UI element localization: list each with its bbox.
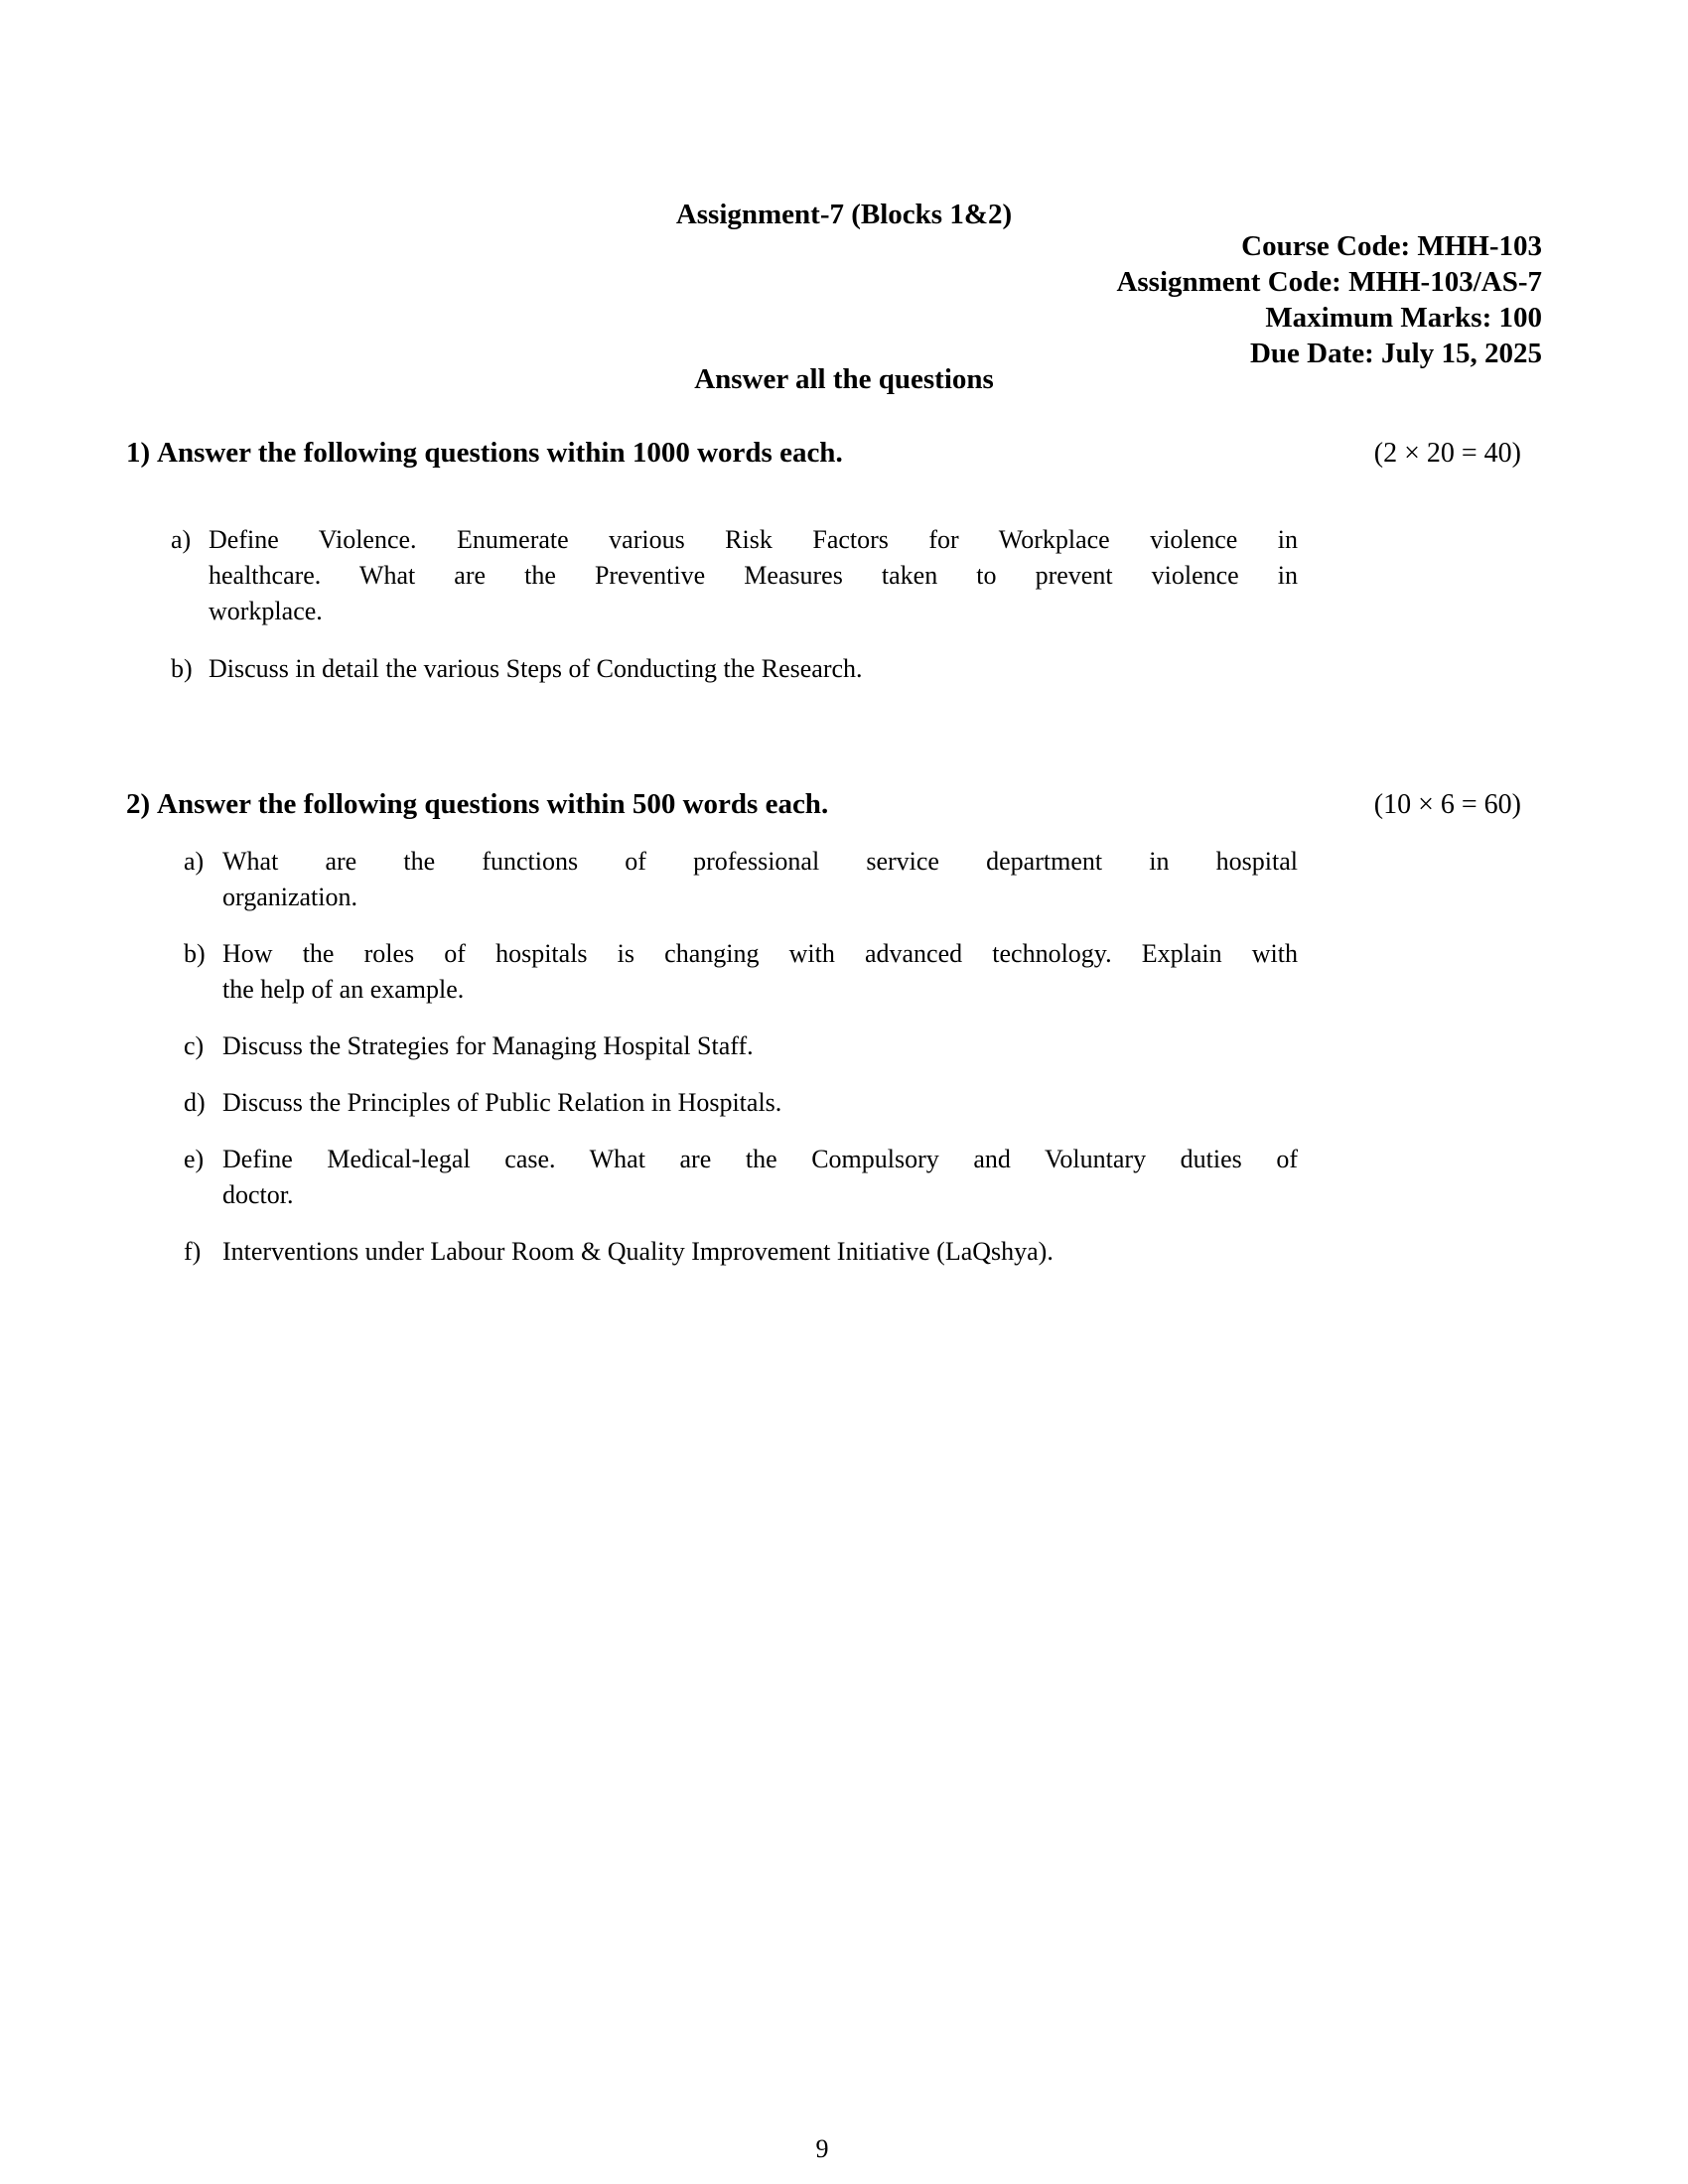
item-text-line: What are the functions of professional service department in hospital — [222, 847, 1298, 876]
item-text-line: doctor. — [222, 1180, 294, 1209]
item-text-line: Discuss in detail the various Steps of Conducting the Research. — [209, 654, 863, 683]
item-text-line: Define Violence. Enumerate various Risk Factors for Workplace violence in — [209, 525, 1298, 554]
item-label: f) — [184, 1237, 202, 1266]
question-1-heading-row — [126, 435, 1521, 472]
page-title: Assignment-7 (Blocks 1&2) — [675, 199, 1013, 230]
item-text-line: How the roles of hospitals is changing with advanced technology. Explain with — [222, 939, 1298, 968]
item-label: b) — [184, 939, 206, 968]
page-number: 9 — [815, 2134, 829, 2163]
course-info-block — [1116, 228, 1542, 371]
item-text — [222, 1234, 1298, 1270]
question-2-heading — [126, 786, 828, 822]
question-1-heading-text: Answer the following questions within 1000 words each. — [157, 437, 843, 469]
item-text-line: organization. — [222, 883, 357, 911]
item-text-line: workplace. — [209, 597, 323, 625]
item-text — [222, 1028, 1298, 1064]
item-text-line: Interventions under Labour Room & Quality Improvement Initiative (LaQshya). — [222, 1237, 1054, 1266]
item-text — [222, 844, 1298, 915]
course-code-line: Course Code: MHH-103 — [1241, 230, 1542, 262]
item-text-line: healthcare. What are the Preventive Measures taken to prevent violence in — [209, 561, 1298, 590]
item-label: d) — [184, 1088, 206, 1117]
item-label: c) — [184, 1031, 205, 1060]
list-item — [184, 844, 1298, 915]
list-item — [184, 1142, 1298, 1213]
item-text-line: the help of an example. — [222, 975, 465, 1004]
due-date-line: Due Date: July 15, 2025 — [1249, 338, 1542, 369]
maximum-marks-line: Maximum Marks: 100 — [1265, 302, 1542, 334]
item-text-line: Discuss the Strategies for Managing Hospital Staff. — [222, 1031, 754, 1060]
instruction-line: Answer all the questions — [694, 363, 994, 395]
item-label: b) — [171, 654, 193, 683]
question-1-heading — [126, 435, 843, 471]
question-1-item-list — [171, 522, 1298, 709]
assignment-code-line: Assignment Code: MHH-103/AS-7 — [1116, 266, 1542, 298]
item-text-line: Define Medical-legal case. What are the Compulsory and Voluntary duties of — [222, 1145, 1298, 1173]
question-2-number: 2) — [126, 788, 151, 820]
list-item — [184, 1234, 1298, 1270]
list-item — [171, 522, 1298, 629]
item-label: a) — [171, 525, 192, 554]
question-2-marks: (10 × 6 = 60) — [1373, 789, 1521, 820]
item-text — [222, 936, 1298, 1008]
question-2-heading-row — [126, 786, 1521, 823]
question-1-marks: (2 × 20 = 40) — [1373, 438, 1521, 469]
question-1-number: 1) — [126, 437, 151, 469]
item-text — [222, 1142, 1298, 1213]
item-text-line: Discuss the Principles of Public Relation in Hospitals. — [222, 1088, 782, 1117]
list-item — [184, 936, 1298, 1008]
list-item — [184, 1028, 1298, 1064]
item-text — [222, 1085, 1298, 1121]
item-label: a) — [184, 847, 205, 876]
list-item — [171, 651, 1298, 687]
item-text — [209, 651, 1298, 687]
question-2-heading-text: Answer the following questions within 500 words each. — [157, 788, 829, 820]
item-text — [209, 522, 1298, 629]
list-item — [184, 1085, 1298, 1121]
question-2-item-list — [184, 844, 1298, 1291]
item-label: e) — [184, 1145, 205, 1173]
